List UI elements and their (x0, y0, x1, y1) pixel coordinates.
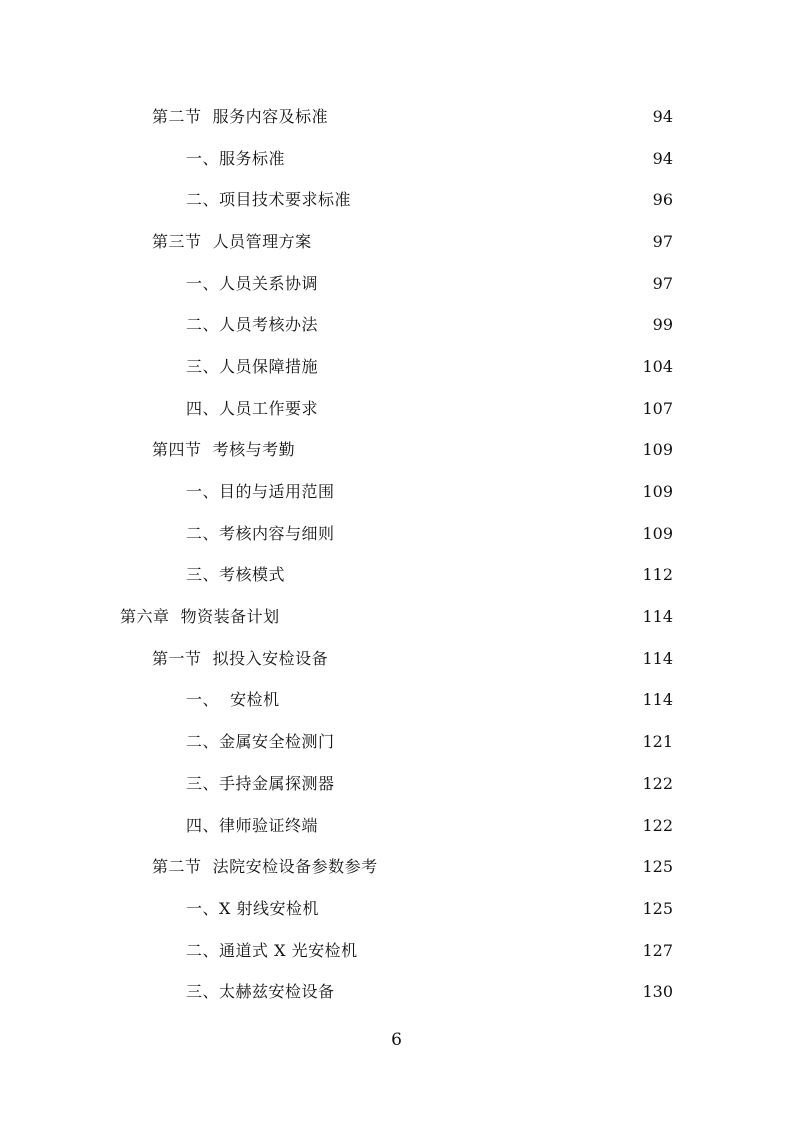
toc-dot-leader (284, 690, 637, 710)
toc-dot-leader (289, 149, 647, 169)
toc-entry-title: 三、太赫兹安检设备 (186, 982, 335, 1002)
toc-entry-title: 第四节 考核与考勤 (152, 440, 296, 460)
toc-entry[interactable] (0, 346, 793, 388)
toc-dot-leader (323, 899, 636, 919)
toc-entry[interactable] (0, 596, 793, 638)
toc-entry-page-number: 114 (642, 648, 673, 668)
toc-entry-page-number: 114 (642, 690, 673, 710)
toc-entry-title: 二、金属安全检测门 (186, 732, 335, 752)
toc-entry-title: 四、人员工作要求 (186, 398, 319, 418)
toc-entry[interactable] (0, 846, 793, 888)
toc-entry-page-number: 125 (642, 857, 673, 877)
toc-dot-leader (332, 107, 646, 127)
toc-entry-title: 第二节 服务内容及标准 (152, 106, 329, 126)
toc-entry-page-number: 109 (642, 482, 673, 502)
toc-entry-page-number: 122 (642, 773, 673, 793)
toc-dot-leader (284, 607, 637, 627)
toc-entry-page-number: 97 (652, 273, 673, 293)
toc-entry-page-number: 99 (652, 315, 673, 335)
toc-entry-page-number: 121 (642, 732, 673, 752)
page-number: 6 (391, 1030, 402, 1050)
toc-entry[interactable] (0, 221, 793, 263)
toc-entry-title: 第六章 物资装备计划 (120, 607, 280, 627)
toc-dot-leader (316, 232, 647, 252)
toc-entry[interactable] (0, 888, 793, 930)
toc-entry-title: 第三节 人员管理方案 (152, 231, 312, 251)
toc-dot-leader (289, 565, 636, 585)
toc-entry-page-number: 94 (652, 106, 673, 126)
toc-entry-page-number: 109 (642, 440, 673, 460)
toc-entry[interactable] (0, 96, 793, 138)
toc-entry[interactable] (0, 304, 793, 346)
toc-dot-leader (362, 941, 637, 961)
toc-entry-title: 四、律师验证终端 (186, 815, 319, 835)
toc-dot-leader (332, 649, 636, 669)
toc-entry-page-number: 122 (642, 815, 673, 835)
toc-entry-page-number: 96 (652, 190, 673, 210)
toc-entry[interactable] (0, 388, 793, 430)
toc-entry-page-number: 127 (642, 940, 673, 960)
toc-entry-page-number: 114 (642, 607, 673, 627)
toc-entry-title: 一、X 射线安检机 (186, 898, 319, 918)
toc-entry-page-number: 130 (642, 982, 673, 1002)
toc-entry[interactable] (0, 513, 793, 555)
toc-entry[interactable] (0, 179, 793, 221)
toc-entry-title: 第一节 拟投入安检设备 (152, 648, 329, 668)
toc-entry[interactable] (0, 430, 793, 472)
toc-dot-leader (339, 524, 637, 544)
toc-entry-title: 一、目的与适用范围 (186, 482, 335, 502)
toc-entry-page-number: 104 (642, 356, 673, 376)
toc-dot-leader (299, 440, 636, 460)
toc-entry-title: 三、人员保障措施 (186, 356, 319, 376)
toc-entry-title: 第二节 法院安检设备参数参考 (152, 857, 378, 877)
toc-entry-title: 二、项目技术要求标准 (186, 190, 352, 210)
toc-entry[interactable] (0, 638, 793, 680)
toc-entry[interactable] (0, 263, 793, 305)
toc-dot-leader (322, 315, 647, 335)
toc-entry[interactable] (0, 930, 793, 972)
toc-dot-leader (382, 857, 637, 877)
toc-dot-leader (339, 982, 637, 1002)
toc-entry[interactable] (0, 138, 793, 180)
toc-entry[interactable] (0, 805, 793, 847)
toc-entry-page-number: 97 (652, 231, 673, 251)
toc-dot-leader (339, 732, 637, 752)
toc-entry-page-number: 112 (642, 565, 673, 585)
toc-dot-leader (322, 816, 636, 836)
toc-entry-title: 一、服务标准 (186, 148, 286, 168)
toc-entry[interactable] (0, 555, 793, 597)
toc-entry-title: 三、手持金属探测器 (186, 773, 335, 793)
toc-entry[interactable] (0, 680, 793, 722)
toc-entry[interactable] (0, 721, 793, 763)
toc-entry-title: 一、 安检机 (186, 690, 280, 710)
toc-dot-leader (322, 399, 636, 419)
toc-entry-title: 二、考核内容与细则 (186, 523, 335, 543)
toc-entry-title: 二、通道式 X 光安检机 (186, 940, 358, 960)
toc-entry-title: 二、人员考核办法 (186, 315, 319, 335)
toc-entry[interactable] (0, 471, 793, 513)
toc-entry[interactable] (0, 971, 793, 1013)
toc-entry[interactable] (0, 763, 793, 805)
toc-dot-leader (339, 482, 637, 502)
toc-dot-leader (322, 357, 636, 377)
toc-dot-leader (355, 190, 647, 210)
toc-entry-title: 三、考核模式 (186, 565, 286, 585)
toc-dot-leader (339, 774, 637, 794)
toc-entry-page-number: 94 (652, 148, 673, 168)
table-of-contents (0, 96, 793, 1013)
toc-entry-page-number: 125 (642, 898, 673, 918)
toc-entry-page-number: 107 (642, 398, 673, 418)
toc-entry-page-number: 109 (642, 523, 673, 543)
toc-dot-leader (322, 274, 647, 294)
toc-entry-title: 一、人员关系协调 (186, 273, 319, 293)
